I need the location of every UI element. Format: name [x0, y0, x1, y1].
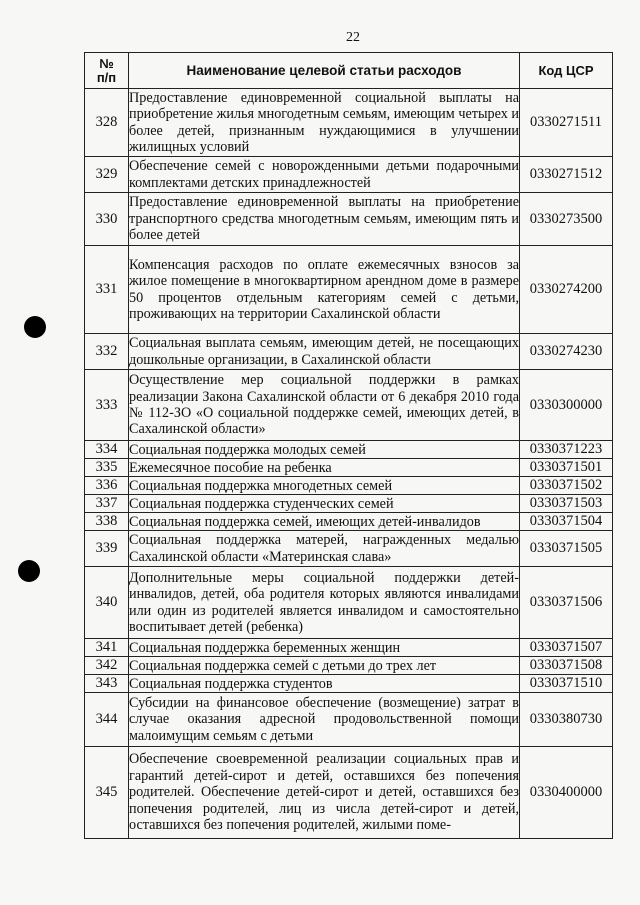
row-number: 333 [85, 370, 129, 441]
table-row [85, 567, 613, 639]
row-name: Предоставление единовременной социальной выплаты на приобретение жилья многодетным семьям, имеющим четырех и более детей, признанным нуждающимися в улучшении жилищных условий [129, 89, 519, 155]
row-name: Субсидии на финансовое обеспечение (возмещение) затрат в случае оказания адресной продовольственной помощи малоимущим семьям с детьми [129, 693, 520, 747]
row-name: Социальная поддержка многодетных семей [129, 477, 520, 495]
row-code: 0330371504 [520, 513, 613, 531]
row-name: Компенсация расходов по оплате ежемесячных взносов за жилое помещение в многоквартирном арендном доме в размере 50 процентов отдельным категориям семей с детьми, проживающих на территории Сахалинской области [129, 246, 520, 334]
row-number: 330 [85, 193, 129, 246]
row-number: 340 [85, 567, 129, 639]
row-name: Обеспечение своевременной реализации социальных прав и гарантий детей-сирот и детей, оставшихся без попечения родителей. Обеспечение детей-сирот и детей, оставшихся без попечения родителей, лиц из числа детей-сирот и детей, оставшихся без попечения родителей, жилыми поме- [129, 747, 520, 839]
table-row [85, 531, 613, 567]
row-number: 345 [85, 747, 129, 839]
row-number: 331 [85, 246, 129, 334]
row-name: Социальная поддержка семей с детьми до трех лет [129, 657, 520, 675]
row-code: 0330371508 [520, 657, 613, 675]
row-name: Социальная поддержка беременных женщин [129, 639, 520, 657]
row-name: Обеспечение семей с новорожденными детьми подарочными комплектами детских принадлежностей [129, 158, 519, 191]
table-row [85, 246, 613, 334]
table-row [85, 513, 613, 531]
row-code: 0330271512 [520, 157, 613, 193]
row-name: Социальная выплата семьям, имеющим детей, не посещающих дошкольные организации, в Сахалинской области [129, 335, 519, 368]
budget-table [84, 52, 613, 839]
row-number: 343 [85, 675, 129, 693]
page-number: 22 [346, 30, 360, 45]
row-name: Социальная поддержка семей, имеющих детей-инвалидов [129, 513, 520, 531]
row-code: 0330371507 [520, 639, 613, 657]
row-name: Социальная поддержка студенческих семей [129, 495, 520, 513]
row-name: Предоставление единовременной выплаты на приобретение транспортного средства многодетным семьям, имеющим пять и более детей [129, 193, 520, 246]
row-name: Социальная поддержка студентов [129, 675, 520, 693]
row-code: 0330300000 [520, 370, 613, 441]
row-name: Дополнительные меры социальной поддержки детей-инвалидов, детей, оба родителя которых являются инвалидами или один из родителей является инвалидом и самостоятельно воспитывает детей (ребенка) [129, 567, 520, 639]
row-name: Социальная поддержка молодых семей [129, 441, 520, 459]
row-code: 0330371502 [520, 477, 613, 495]
header-name: Наименование целевой статьи расходов [129, 53, 520, 89]
table-row [85, 693, 613, 747]
row-code: 0330380730 [520, 693, 613, 747]
row-name: Ежемесячное пособие на ребенка [129, 459, 520, 477]
table-row [85, 370, 613, 441]
table-row [85, 657, 613, 675]
table-row [85, 747, 613, 839]
table-row [85, 675, 613, 693]
row-number: 335 [85, 459, 129, 477]
row-number: 341 [85, 639, 129, 657]
header-code: Код ЦСР [520, 53, 613, 89]
table-row [85, 441, 613, 459]
row-number: 328 [85, 89, 129, 157]
table-row [85, 639, 613, 657]
table-row [85, 157, 613, 193]
row-code: 0330274230 [520, 334, 613, 370]
row-number: 338 [85, 513, 129, 531]
header-number: № п/п [85, 53, 129, 89]
table-row [85, 334, 613, 370]
row-number: 329 [85, 157, 129, 193]
table-row [85, 89, 613, 157]
punch-hole-lower [18, 560, 40, 582]
row-code: 0330371223 [520, 441, 613, 459]
row-number: 332 [85, 334, 129, 370]
row-code: 0330273500 [520, 193, 613, 246]
table-row [85, 477, 613, 495]
row-code: 0330371506 [520, 567, 613, 639]
table-row [85, 193, 613, 246]
row-number: 336 [85, 477, 129, 495]
row-code: 0330371510 [520, 675, 613, 693]
table-row [85, 495, 613, 513]
row-code: 0330400000 [520, 747, 613, 839]
table-row [85, 459, 613, 477]
row-code: 0330371505 [520, 531, 613, 567]
row-code: 0330371503 [520, 495, 613, 513]
row-number: 344 [85, 693, 129, 747]
row-number: 342 [85, 657, 129, 675]
table-header-row [85, 53, 613, 89]
row-code: 0330274200 [520, 246, 613, 334]
row-code: 0330271511 [520, 89, 613, 157]
row-number: 334 [85, 441, 129, 459]
row-name: Осуществление мер социальной поддержки в рамках реализации Закона Сахалинской области от 6 декабря 2010 года № 112-ЗО «О социальной поддержке семей, имеющих детей, в Сахалинской области» [129, 370, 520, 441]
punch-hole-upper [24, 316, 46, 338]
row-code: 0330371501 [520, 459, 613, 477]
row-number: 339 [85, 531, 129, 567]
row-number: 337 [85, 495, 129, 513]
row-name: Социальная поддержка матерей, награжденных медалью Сахалинской области «Материнская слава» [129, 532, 519, 565]
